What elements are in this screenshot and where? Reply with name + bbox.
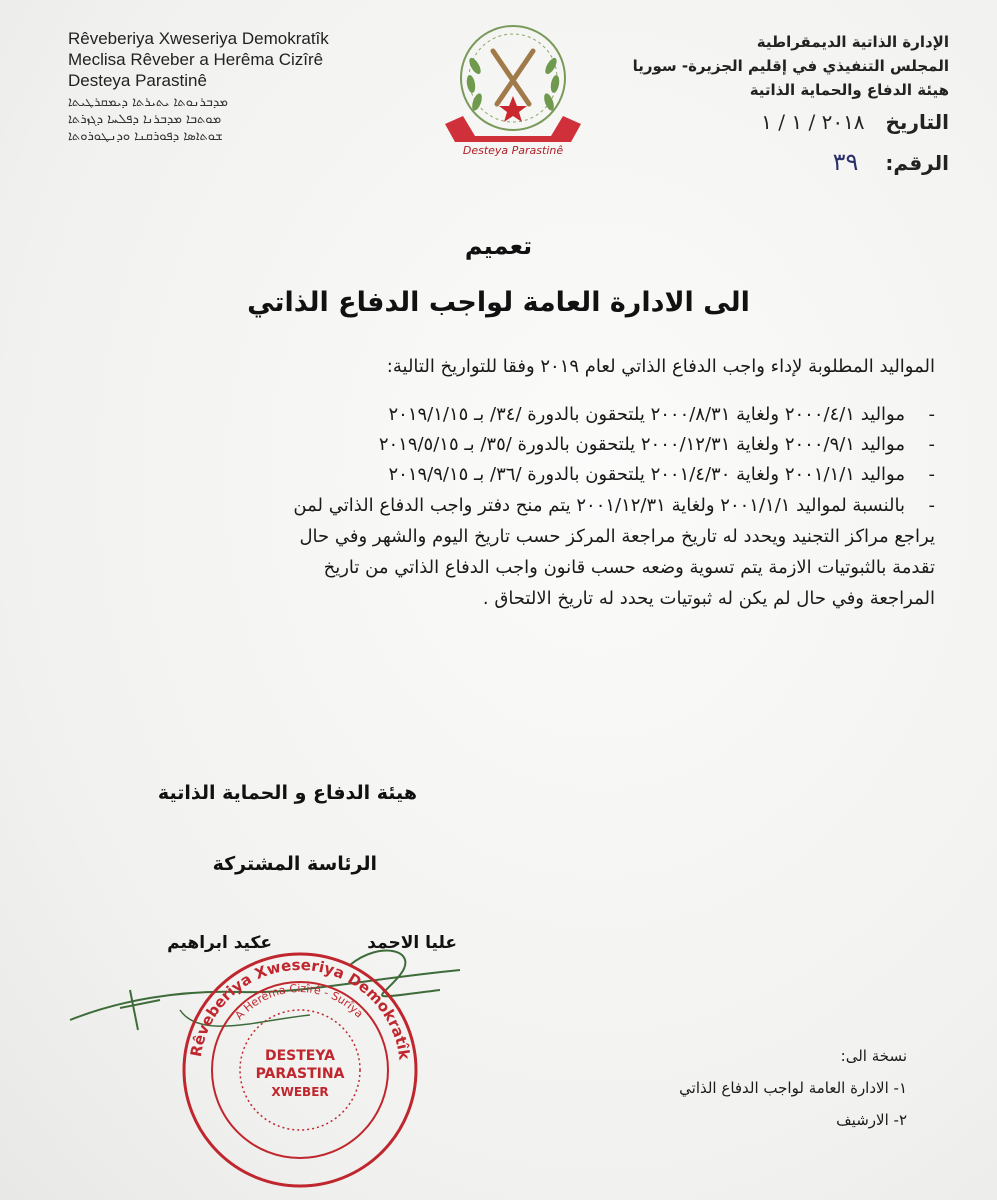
number-label: الرقم:: [885, 151, 949, 175]
signature-name-1: عليا الاحمد: [367, 933, 457, 953]
number-value: ٣٩: [832, 148, 859, 176]
stamp-center-line-1: DESTEYA: [264, 1048, 336, 1064]
date-value: ٢٠١٨ / ١ / ١: [761, 110, 865, 134]
syriac-line-3: ܫܘܬܐܣܐ ܕܦܘܪܩܢܐ ܘܕܢܛܘܪܘܬܐ: [68, 129, 223, 144]
signature-name-2: عكيد ابراهيم: [167, 933, 272, 953]
paragraph-line-2: يراجع مراكز التجنيد ويحدد له تاريخ مراجعة المركز حسب تاريخ اليوم والشهر وفي حال: [299, 526, 935, 547]
header-right-line-1: الإدارة الذاتية الديمقراطية: [756, 33, 949, 51]
birth-dates-list: [95, 400, 935, 614]
list-item: - مواليد ٢٠٠٠/٩/١ ولغاية ٢٠٠٠/١٢/٣١ يلتحقون بالدورة /٣٥/ بـ ٢٠١٩/٥/١٥: [95, 430, 935, 460]
paragraph-line-3: تقدمة بالثبوتيات الازمة يتم تسوية وضعه حسب قانون واجب الدفاع الذاتي من تاريخ: [323, 557, 935, 578]
date-row: [761, 110, 949, 134]
document-subtitle: الى الادارة العامة لواجب الدفاع الذاتي: [247, 287, 750, 318]
syriac-header: [68, 94, 368, 145]
list-item: - مواليد ٢٠٠١/١/١ ولغاية ٢٠٠١/٤/٣٠ يلتحقون بالدورة /٣٦/ بـ ٢٠١٩/٩/١٥: [95, 460, 935, 490]
intro-text: المواليد المطلوبة لإداء واجب الدفاع الذاتي لعام ٢٠١٩ وفقا للتواريخ التالية:: [386, 356, 935, 377]
copies-block: [607, 1040, 907, 1136]
header-right: [619, 30, 949, 102]
header-left-line-1: Rêveberiya Xweseriya Demokratîk: [68, 29, 329, 48]
list-item-paragraph: [95, 490, 935, 614]
list-item: - مواليد ٢٠٠٠/٤/١ ولغاية ٢٠٠٠/٨/٣١ يلتحقون بالدورة /٣٤/ بـ ٢٠١٩/١/١٥: [95, 400, 935, 430]
stamp-outer-text: Rêveberiya Xweseriya Demokratîk: [186, 955, 414, 1061]
header-left-line-2: Meclisa Rêveber a Herêma Cizîrê: [68, 50, 324, 69]
syriac-line-1: ܡܕܒܪܢܘܬܐ ܝܬܝܪܬܐ ܕܝܡܩܪܛܝܬܐ: [68, 95, 228, 110]
syriac-line-2: ܡܘܬܒܐ ܡܕܒܪܢܐ ܕܦܠܚܐ ܕܓܙܪܬܐ: [68, 112, 222, 127]
stamp-center-line-2: PARASTINA: [255, 1066, 345, 1082]
paragraph-line-4: المراجعة وفي حال لم يكن له ثبوتيات يحدد له تاريخ الالتحاق .: [482, 588, 935, 609]
document-title: تعميم: [464, 232, 533, 260]
header-right-line-3: هيئة الدفاع والحماية الذاتية: [749, 81, 949, 99]
signature-authority: هيئة الدفاع و الحماية الذاتية: [157, 782, 417, 804]
copies-item: ٢- الارشيف: [836, 1111, 907, 1129]
emblem-caption: Desteya Parastinê: [462, 144, 564, 157]
date-label: التاريخ: [885, 110, 949, 134]
header-left-line-3: Desteya Parastinê: [68, 71, 207, 90]
number-row: [833, 148, 949, 176]
stamp-center-line-3: XWEBER: [271, 1085, 329, 1099]
copies-label: نسخة الى:: [840, 1047, 907, 1065]
header-right-line-2: المجلس التنفيذي في إقليم الجزيرة- سوريا: [632, 57, 949, 75]
paragraph-line-1: - بالنسبة لمواليد ٢٠٠١/١/١ ولغاية ٢٠٠١/١٢/٣١ يتم منح دفتر واجب الدفاع الذاتي لمن: [293, 495, 905, 516]
defense-emblem-logo: [425, 16, 600, 166]
copies-item: ١- الادارة العامة لواجب الدفاع الذاتي: [679, 1079, 907, 1097]
stamp-inner-text: A Herêma Cizîrê - Surîya: [232, 981, 366, 1023]
header-left: [68, 28, 368, 145]
signature-presidency: الرئاسة المشتركة: [212, 853, 377, 875]
official-stamp-seal: [170, 946, 430, 1194]
